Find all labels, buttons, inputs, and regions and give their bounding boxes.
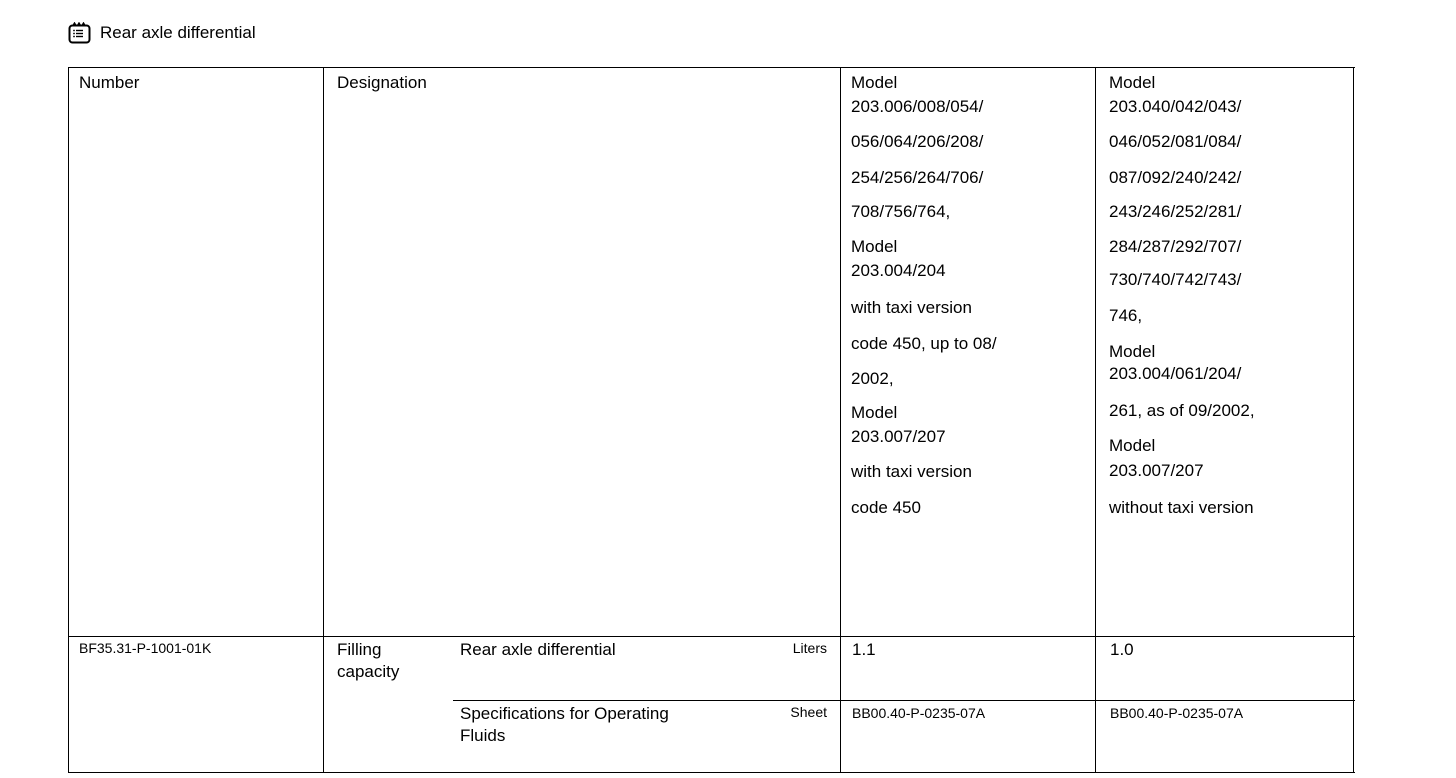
header-designation: Designation bbox=[337, 73, 427, 92]
model-col2-line: 261, as of 09/2002, bbox=[1109, 401, 1255, 420]
model-col2-line: Model bbox=[1109, 342, 1156, 361]
header-model-col1 bbox=[851, 73, 1091, 523]
model-col2-line: Model bbox=[1109, 436, 1156, 455]
model-col2-line: 046/052/081/084/ bbox=[1109, 132, 1242, 151]
model-col1-line: 203.006/008/054/ bbox=[851, 97, 984, 116]
model-col2-line: 284/287/292/707/ bbox=[1109, 237, 1242, 256]
row-value-col2: 1.0 bbox=[1110, 640, 1134, 659]
model-col2-line: 087/092/240/242/ bbox=[1109, 168, 1242, 187]
model-col2-line: Model bbox=[1109, 73, 1156, 92]
row-item-label: Rear axle differential bbox=[460, 640, 616, 659]
table-border-left bbox=[68, 67, 69, 773]
table-border-top bbox=[68, 67, 1355, 68]
model-col1-line: 254/256/264/706/ bbox=[851, 168, 984, 187]
model-col1-line: 203.007/207 bbox=[851, 427, 946, 446]
col-divider-1 bbox=[323, 67, 324, 773]
model-col1-line: with taxi version bbox=[851, 298, 972, 317]
row-value-col1: 1.1 bbox=[852, 640, 876, 659]
subrow-divider bbox=[453, 700, 1355, 701]
model-col2-line: 203.004/061/204/ bbox=[1109, 364, 1242, 383]
table-border-bottom bbox=[68, 772, 1355, 773]
model-col1-line: with taxi version bbox=[851, 462, 972, 481]
row-item-label-line2: Fluids bbox=[460, 726, 506, 745]
model-col1-line: 708/756/764, bbox=[851, 202, 951, 221]
title-text: Rear axle differential bbox=[100, 23, 256, 42]
row-item-label-line1: Specifications for Operating bbox=[460, 704, 669, 723]
row-value-col1: BB00.40-P-0235-07A bbox=[852, 705, 986, 721]
model-col2-line: 746, bbox=[1109, 306, 1143, 325]
model-col2-line: without taxi version bbox=[1109, 498, 1254, 517]
row-group-label-line1: Filling bbox=[337, 640, 382, 659]
row-divider bbox=[68, 636, 1355, 637]
model-col1-line: 056/064/206/208/ bbox=[851, 132, 984, 151]
model-col1-line: Model bbox=[851, 73, 898, 92]
model-col1-line: code 450, up to 08/ bbox=[851, 334, 997, 353]
model-col2-line: 203.040/042/043/ bbox=[1109, 97, 1242, 116]
model-col1-line: 2002, bbox=[851, 369, 894, 388]
row-group-label-line2: capacity bbox=[337, 662, 400, 681]
model-col1-line: Model bbox=[851, 403, 898, 422]
model-col2-line: 730/740/742/743/ bbox=[1109, 270, 1242, 289]
col-divider-2 bbox=[840, 67, 841, 773]
model-col1-line: Model bbox=[851, 237, 898, 256]
row-value-col2: BB00.40-P-0235-07A bbox=[1110, 705, 1244, 721]
row-number: BF35.31-P-1001-01K bbox=[79, 640, 212, 656]
row-unit: Sheet bbox=[790, 704, 827, 720]
header-model-col2 bbox=[1109, 73, 1349, 523]
model-col2-line: 243/246/252/281/ bbox=[1109, 202, 1242, 221]
table-border-right bbox=[1353, 67, 1354, 773]
col-divider-3 bbox=[1095, 67, 1096, 773]
model-col2-line: 203.007/207 bbox=[1109, 461, 1204, 480]
model-col1-line: code 450 bbox=[851, 498, 921, 517]
model-col1-line: 203.004/204 bbox=[851, 261, 946, 280]
row-unit: Liters bbox=[792, 640, 827, 656]
header-number: Number bbox=[79, 73, 140, 92]
